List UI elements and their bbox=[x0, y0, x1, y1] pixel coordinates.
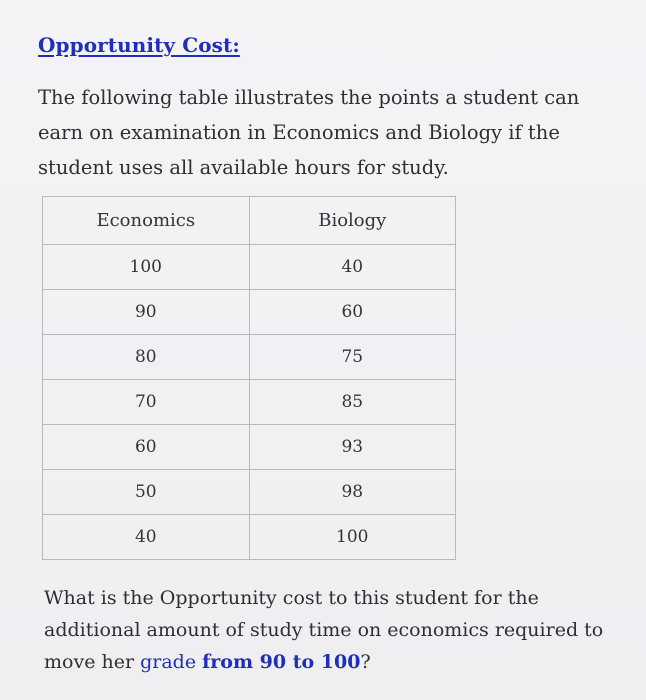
economics-cell: 70 bbox=[43, 380, 250, 425]
question-end: ? bbox=[360, 651, 371, 673]
page-heading: Opportunity Cost: bbox=[38, 33, 240, 57]
biology-cell: 93 bbox=[249, 425, 455, 470]
intro-paragraph: The following table illustrates the points a student can earn on examination in Economics and Biology if the student uses all available hours for study. bbox=[38, 86, 580, 179]
points-table bbox=[42, 196, 456, 560]
biology-cell: 98 bbox=[249, 470, 455, 515]
table-row bbox=[43, 245, 456, 290]
table-row bbox=[43, 470, 456, 515]
table-row bbox=[43, 335, 456, 380]
question-lead: What is the Opportunity cost to this student for the additional amount of study time on economics required to move her bbox=[44, 587, 604, 673]
biology-cell: 85 bbox=[249, 380, 455, 425]
table-row bbox=[43, 380, 456, 425]
economics-cell: 50 bbox=[43, 470, 250, 515]
table-header-row bbox=[43, 197, 456, 245]
economics-cell: 90 bbox=[43, 290, 250, 335]
table-row bbox=[43, 290, 456, 335]
biology-cell: 100 bbox=[249, 515, 455, 560]
biology-cell: 60 bbox=[249, 290, 455, 335]
economics-cell: 80 bbox=[43, 335, 250, 380]
question-paragraph bbox=[44, 582, 624, 678]
economics-cell: 40 bbox=[43, 515, 250, 560]
column-header-economics: Economics bbox=[43, 197, 250, 245]
table-row bbox=[43, 515, 456, 560]
biology-cell: 40 bbox=[249, 245, 455, 290]
economics-cell: 60 bbox=[43, 425, 250, 470]
question-range: from 90 to 100 bbox=[202, 651, 361, 673]
table-row bbox=[43, 425, 456, 470]
question-grade-word: grade bbox=[140, 651, 197, 673]
biology-cell: 75 bbox=[249, 335, 455, 380]
economics-cell: 100 bbox=[43, 245, 250, 290]
column-header-biology: Biology bbox=[249, 197, 455, 245]
